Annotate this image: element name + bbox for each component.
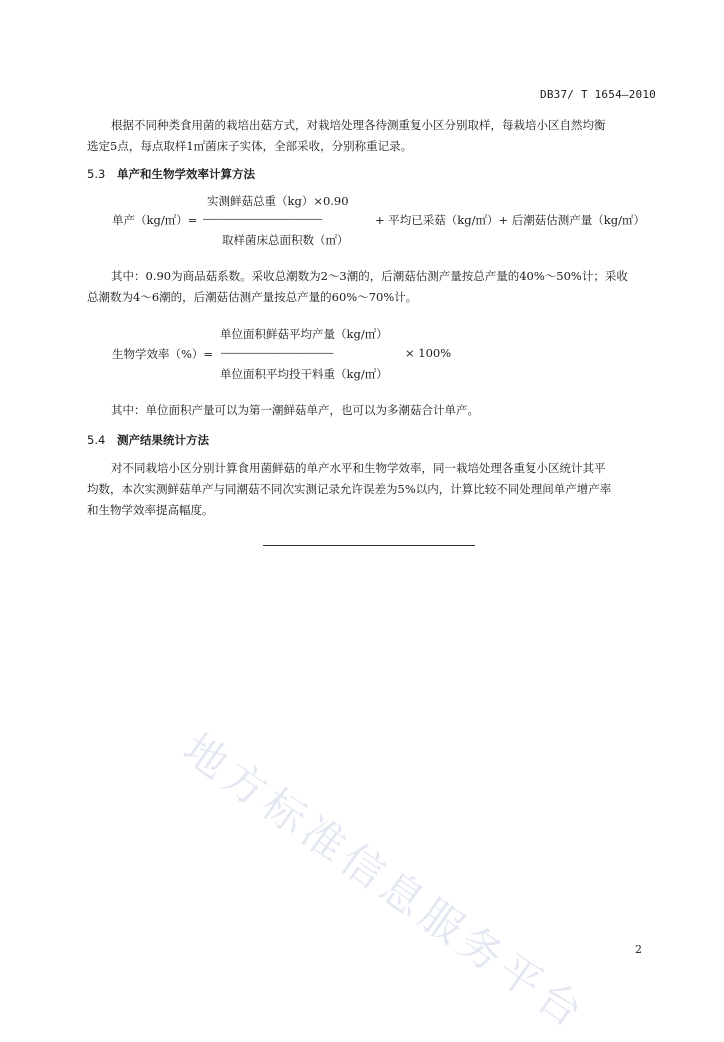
intro-paragraph	[87, 115, 659, 157]
note1-line-2: 总潮数为4～6潮的，后潮菇估测产量按总产量的60%～70%计。	[87, 290, 418, 304]
intro-line-1: 根据不同种类食用菌的栽培出菇方式，对栽培处理各待测重复小区分别取样，每栽培小区自然均衡	[111, 118, 606, 132]
stats-line-2: 均数，本次实测鲜菇单产与同潮菇不同次实测记录允许误差为5%以内，计算比较不同处理间单产增产率	[87, 482, 612, 496]
formula2-note: 其中：单位面积产量可以为第一潮鲜菇单产，也可以为多潮菇合计单产。	[111, 403, 479, 417]
document-code-header: DB37/ T 1654—2010	[540, 88, 656, 101]
formula1-lhs: 单产（kg/㎡）=	[112, 213, 198, 227]
formula2-numerator: 单位面积鲜菇平均产量（kg/㎡）	[220, 327, 388, 341]
stats-line-1: 对不同栽培小区分别计算食用菌鲜菇的单产水平和生物学效率，同一栽培处理各重复小区统计其平	[111, 461, 606, 475]
section-5-4-heading	[87, 432, 209, 448]
section-number: 5.4	[87, 433, 106, 447]
formula2-fraction-line: —————————————————	[221, 346, 334, 359]
page-number: 2	[635, 943, 642, 956]
section-number: 5.3	[87, 167, 106, 181]
section-5-3-heading	[87, 166, 255, 182]
formula2-lhs: 生物学效率（%）=	[112, 347, 214, 361]
section-title: 单产和生物学效率计算方法	[117, 167, 255, 181]
formula2-denominator: 单位面积平均投干料重（kg/㎡）	[220, 367, 388, 381]
formula1-rhs: + 平均已采菇（kg/㎡）+ 后潮菇估测产量（kg/㎡）	[375, 213, 645, 227]
formula1-fraction-line: ——————————————————	[203, 212, 323, 225]
note1-line-1: 其中：0.90为商品菇系数。采收总潮数为2～3潮的，后潮菇估测产量按总产量的40%～50%计；采收	[111, 269, 628, 283]
section-title: 测产结果统计方法	[117, 433, 209, 447]
end-of-document-rule	[263, 545, 475, 546]
formula1-note	[87, 266, 659, 308]
formula1-denominator: 取样菌床总面积数（㎡）	[222, 233, 349, 247]
formula1-numerator: 实测鲜菇总重（kg）×0.90	[207, 194, 349, 208]
stats-line-3: 和生物学效率提高幅度。	[87, 503, 214, 517]
intro-line-2: 选定5点，每点取样1㎡菌床子实体，全部采收，分别称重记录。	[87, 139, 413, 153]
stats-paragraph	[87, 458, 659, 521]
watermark-text: 地方标准信息服务平台	[174, 723, 596, 1040]
formula2-rhs: × 100%	[405, 346, 452, 360]
